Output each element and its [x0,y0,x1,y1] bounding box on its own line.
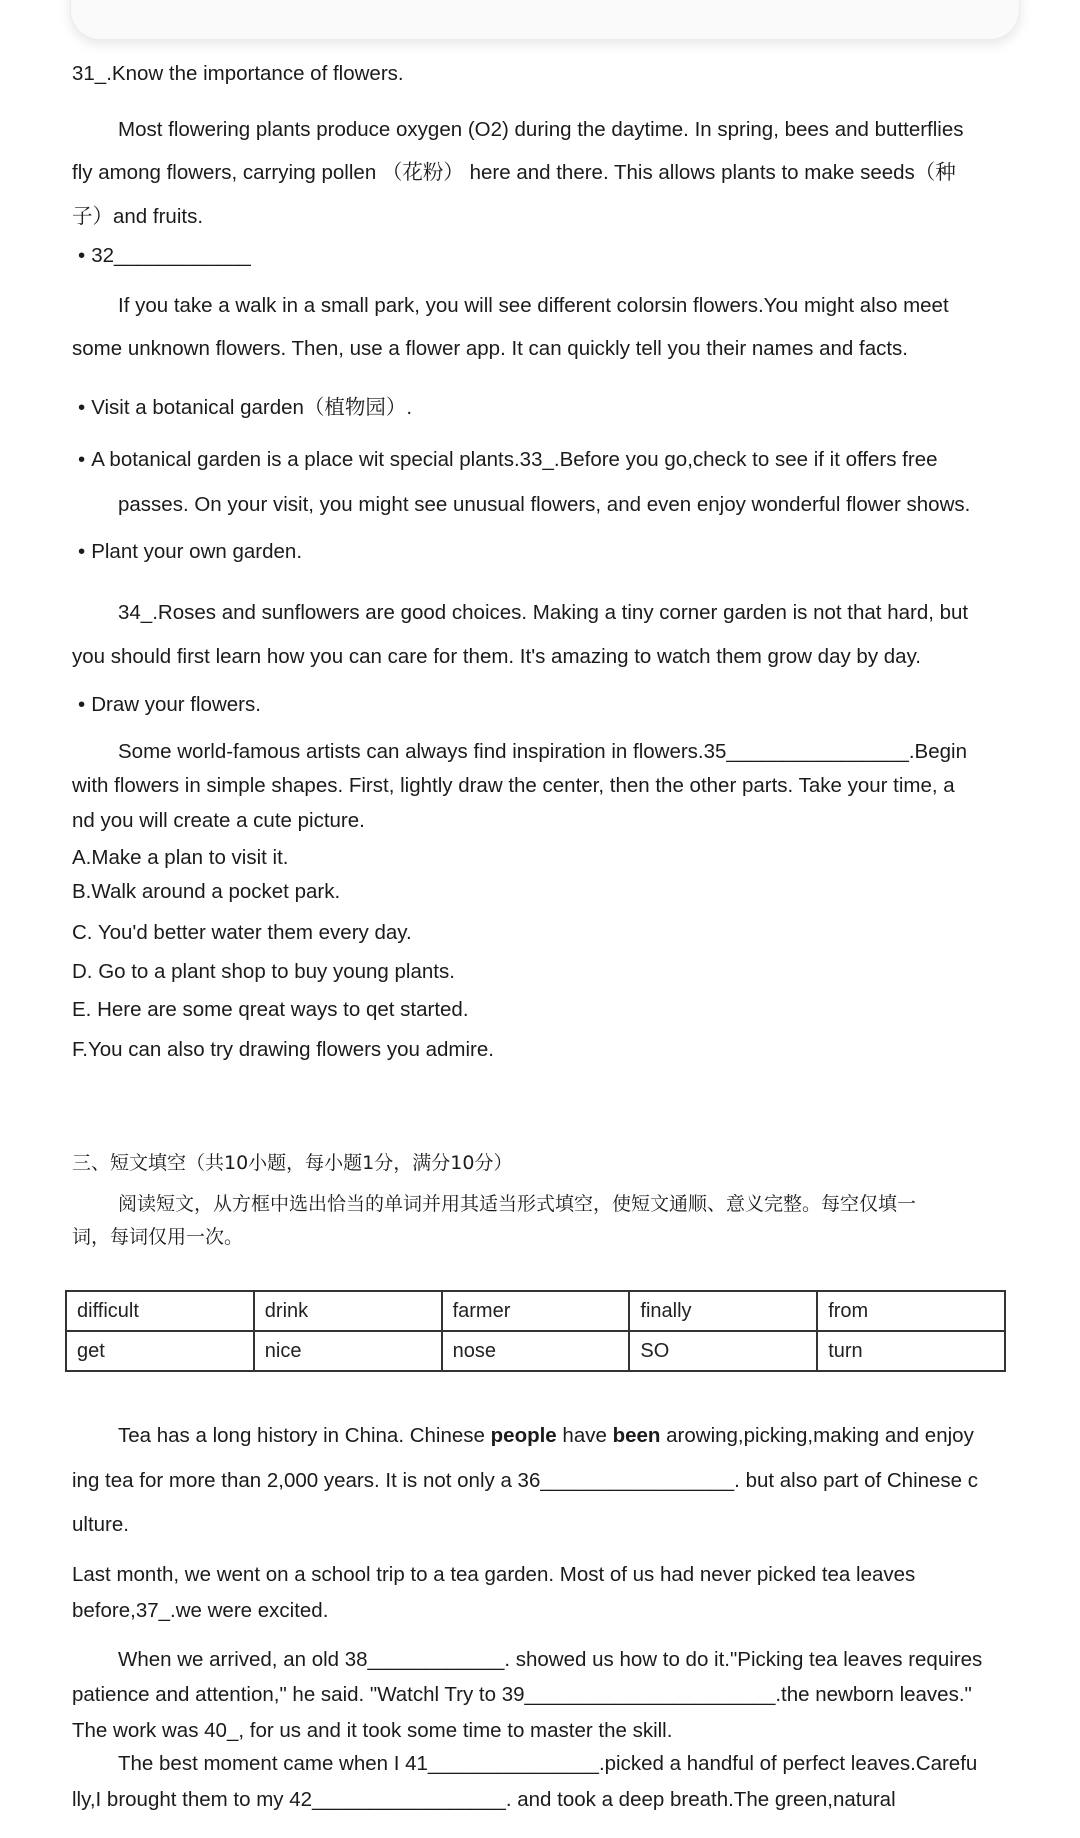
table-row [66,1291,1005,1331]
option-item: B.Walk around a pocket park. [72,880,341,903]
bullet-dot-icon: • [78,244,86,267]
q31-heading: 31_.Know the importance of flowers. [72,62,404,85]
table-cell: from [817,1291,1005,1331]
table-cell: nice [254,1331,442,1371]
table-cell: SO [629,1331,817,1371]
paragraph-line: nd you will create a cute picture. [72,809,365,832]
paragraph-line: 子）and fruits. [72,205,204,228]
bullet-dot-icon: • [78,448,86,471]
bold-text: been [612,1424,661,1447]
paragraph-line: The best moment came when I 41_______________.picked a handful of perfect leaves.Carefu [118,1752,978,1775]
bullet-dot-icon: • [78,540,86,563]
option-item: A.Make a plan to visit it. [72,846,289,869]
bullet-dot-icon: • [78,396,86,419]
bullet-text: Visit a botanical garden（植物园）. [91,396,413,419]
bullet-text: Draw your flowers. [91,693,261,716]
paragraph-line: with flowers in simple shapes. First, lightly draw the center, then the other parts. Take your time, a [72,774,955,797]
paragraph-line: Some world-famous artists can always find inspiration in flowers.35________________.Begin [118,740,967,763]
text-span: arowing,picking,making and enjoy [660,1424,974,1447]
bullet-dot-icon: • [78,693,86,716]
bullet-text: 32____________ [91,244,251,267]
text-span: have [556,1424,613,1447]
table-cell: drink [254,1291,442,1331]
table-cell: get [66,1331,254,1371]
paragraph-line: The work was 40_, for us and it took some time to master the skill. [72,1719,673,1742]
bullet-item-botanical [78,398,412,419]
paragraph-line: Last month, we went on a school trip to a tea garden. Most of us had never picked tea leaves [72,1563,916,1586]
table-cell: difficult [66,1291,254,1331]
word-box-table [65,1290,1006,1372]
paragraph-line: patience and attention," he said. "Watchl Try to 39______________________.the newborn leaves." [72,1683,972,1706]
bullet-item-plant [78,542,302,563]
bullet-item-32 [78,246,251,267]
paragraph-line: lly,I brought them to my 42_________________. and took a deep breath.The green,natural [72,1788,896,1811]
bullet-item-draw [78,695,261,716]
table-cell: farmer [442,1291,630,1331]
option-item: C. You'd better water them every day. [72,921,412,944]
table-cell: turn [817,1331,1005,1371]
bullet-text: A botanical garden is a place wit special plants.33_.Before you go,check to see if it offers free [91,448,938,471]
paragraph-line: some unknown flowers. Then, use a flower app. It can quickly tell you their names and facts. [72,337,908,360]
paragraph-line: you should first learn how you can care for them. It's amazing to watch them grow day by day. [72,645,921,668]
paragraph-line: If you take a walk in a small park, you will see different colorsin flowers.You might also meet [118,294,949,317]
text-span: Tea has a long history in China. Chinese [118,1424,491,1447]
option-item: E. Here are some qreat ways to qet started. [72,998,469,1021]
table-cell: nose [442,1331,630,1371]
top-card [70,0,1020,40]
paragraph-line [118,1426,974,1447]
instruction-line: 阅读短文，从方框中选出恰当的单词并用其适当形式填空，使短文通顺、意义完整。每空仅填一 [118,1193,917,1215]
paragraph-line: ulture. [72,1513,129,1536]
paragraph-line: before,37_.we were excited. [72,1599,329,1622]
option-item: F.You can also try drawing flowers you admire. [72,1038,494,1061]
bullet-text: Plant your own garden. [91,540,303,563]
bullet-item-33 [78,450,938,471]
section-heading: 三、短文填空（共10小题，每小题1分，满分10分） [72,1152,513,1174]
bullet-continuation: passes. On your visit, you might see unusual flowers, and even enjoy wonderful flower shows. [118,493,971,516]
table-row [66,1331,1005,1371]
paragraph-line: fly among flowers, carrying pollen （花粉） here and there. This allows plants to make seeds（种 [72,161,956,184]
instruction-line: 词，每词仅用一次。 [72,1226,244,1248]
option-item: D. Go to a plant shop to buy young plants. [72,960,455,983]
bold-text: people [490,1424,557,1447]
paragraph-line: ing tea for more than 2,000 years. It is not only a 36_________________. but also part of Chinese c [72,1469,979,1492]
paragraph-line: When we arrived, an old 38____________. showed us how to do it."Picking tea leaves requires [118,1648,983,1671]
table-cell: finally [629,1291,817,1331]
paragraph-line: 34_.Roses and sunflowers are good choices. Making a tiny corner garden is not that hard, but [118,601,969,624]
paragraph-line: Most flowering plants produce oxygen (O2) during the daytime. In spring, bees and butterflies [118,118,964,141]
